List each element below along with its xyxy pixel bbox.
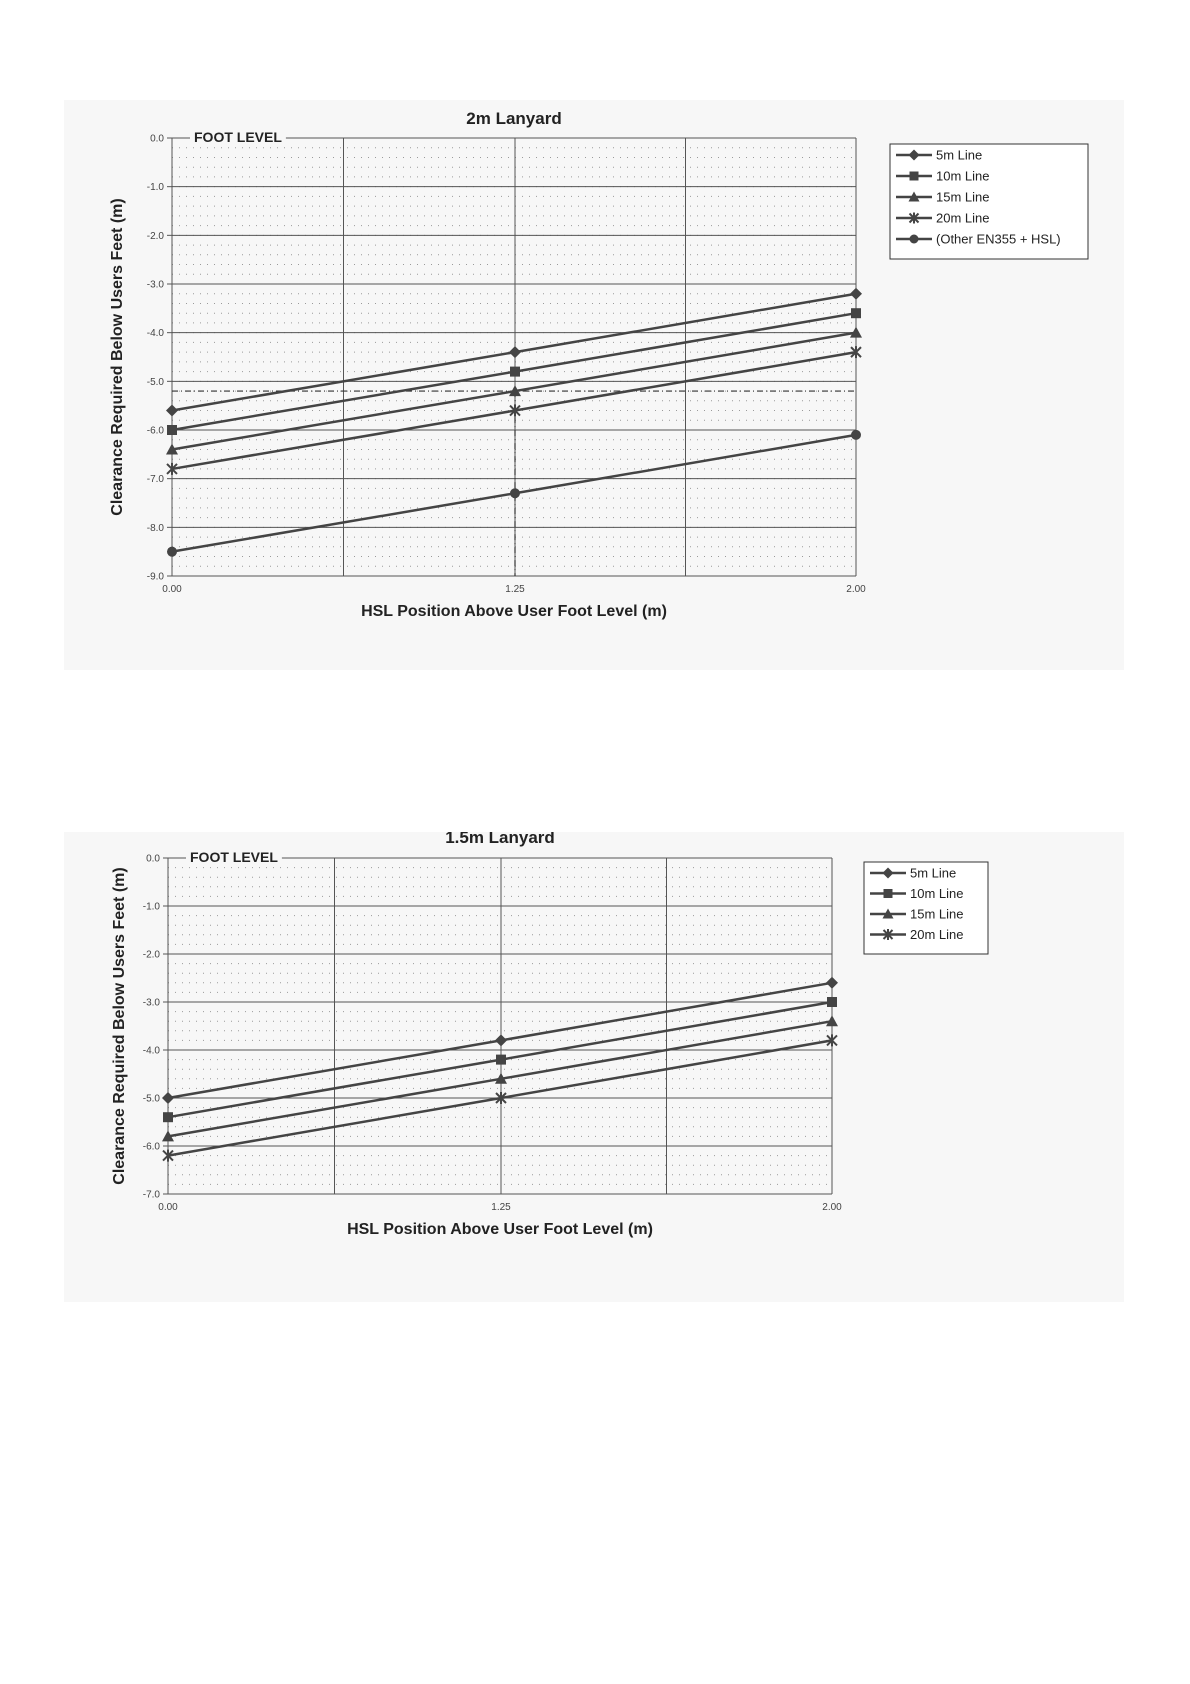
data-point	[827, 997, 837, 1007]
legend-label: 20m Line	[910, 927, 964, 942]
foot-level-label: FOOT LEVEL	[194, 129, 282, 145]
data-point	[510, 367, 520, 377]
data-point	[509, 346, 521, 358]
series-2	[162, 1015, 838, 1141]
data-point	[167, 547, 177, 557]
data-point	[495, 1034, 507, 1046]
foot-level-label: FOOT LEVEL	[190, 849, 278, 865]
y-tick-label: -5.0	[146, 376, 164, 388]
major-grid	[147, 134, 856, 583]
data-point	[826, 977, 838, 989]
chart-2m-lanyard-svg	[64, 100, 1124, 670]
legend-label: (Other EN355 + HSL)	[936, 231, 1061, 247]
x-tick-label: 0.00	[158, 1202, 178, 1213]
y-tick-label: -7.0	[146, 474, 164, 486]
data-point	[851, 308, 861, 318]
legend	[890, 144, 1088, 259]
y-tick-label: -6.0	[142, 1141, 160, 1153]
series-0	[162, 977, 838, 1104]
x-tick-label: 1.25	[505, 584, 525, 595]
series-3	[167, 346, 861, 475]
data-point	[162, 1092, 174, 1104]
x-tick-label: 2.00	[822, 1202, 842, 1213]
legend-marker	[910, 235, 919, 244]
data-point	[496, 1055, 506, 1065]
x-tick-label: 2.00	[846, 584, 866, 595]
legend-label: 15m Line	[910, 906, 964, 922]
y-axis-title: Clearance Required Below Users Feet (m)	[109, 198, 126, 516]
y-tick-label: -2.0	[142, 949, 160, 961]
legend-label: 5m Line	[936, 147, 983, 163]
data-point	[850, 288, 862, 300]
y-tick-label: 0.0	[150, 133, 164, 145]
data-point	[510, 488, 520, 498]
chart-title: 2m Lanyard	[466, 109, 562, 128]
y-tick-label: -1.0	[142, 901, 160, 913]
legend-label: 5m Line	[910, 865, 957, 881]
chart-title: 1.5m Lanyard	[445, 832, 555, 847]
y-tick-label: -3.0	[142, 997, 160, 1009]
y-axis-title: Clearance Required Below Users Feet (m)	[111, 867, 128, 1185]
chart-1-5m-lanyard	[64, 832, 1124, 1302]
major-grid	[143, 854, 832, 1201]
legend-label: 20m Line	[936, 210, 990, 226]
minor-grid	[168, 858, 832, 1194]
legend-marker	[884, 889, 893, 898]
y-tick-label: -4.0	[146, 328, 164, 340]
legend-label: 10m Line	[910, 886, 964, 901]
y-tick-label: -2.0	[146, 230, 164, 242]
legend-marker	[910, 172, 919, 181]
x-axis-title: HSL Position Above User Foot Level (m)	[361, 603, 667, 620]
x-tick-label: 0.00	[162, 584, 182, 595]
y-tick-label: -6.0	[146, 425, 164, 437]
chart-2m-lanyard	[64, 100, 1124, 670]
y-tick-label: -9.0	[146, 571, 164, 583]
y-tick-label: 0.0	[146, 853, 160, 865]
y-tick-label: -5.0	[142, 1093, 160, 1105]
y-tick-label: -8.0	[146, 522, 164, 534]
chart-1-5m-lanyard-svg	[64, 832, 1124, 1302]
y-tick-label: -3.0	[146, 279, 164, 291]
y-tick-label: -4.0	[142, 1045, 160, 1057]
legend-label: 10m Line	[936, 168, 990, 184]
y-tick-label: -1.0	[146, 182, 164, 194]
data-point	[167, 425, 177, 435]
y-tick-label: -7.0	[142, 1189, 160, 1201]
data-point	[851, 430, 861, 440]
legend	[864, 862, 988, 954]
x-axis-title: HSL Position Above User Foot Level (m)	[347, 1221, 653, 1238]
series-4	[167, 430, 861, 557]
data-point	[166, 405, 178, 417]
x-tick-label: 1.25	[491, 1202, 511, 1213]
legend-label: 15m Line	[936, 189, 990, 205]
data-point	[163, 1112, 173, 1122]
